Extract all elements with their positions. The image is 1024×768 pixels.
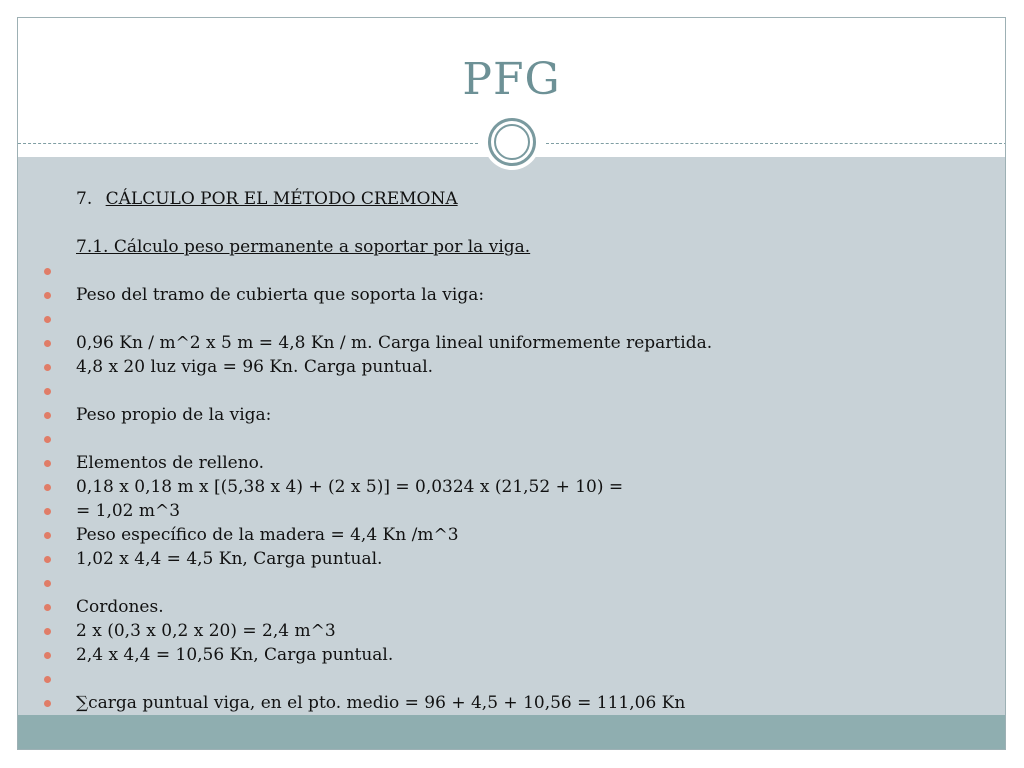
bullet-icon — [44, 268, 51, 275]
title-divider-right — [546, 143, 1006, 144]
slide — [17, 17, 1006, 750]
bullet-icon — [44, 676, 51, 683]
bullet-icon — [44, 340, 51, 347]
inner-circle-icon — [494, 124, 530, 160]
bullet-icon — [44, 436, 51, 443]
footer-bar — [18, 715, 1005, 750]
heading-text: CÁLCULO POR EL MÉTODO CREMONA — [105, 189, 458, 209]
slide-title: PFG — [462, 54, 561, 105]
bullet-icon — [44, 604, 51, 611]
bullet-icon — [44, 412, 51, 419]
subheading-7-1 — [76, 235, 530, 259]
bullet-icon — [44, 316, 51, 323]
bullet-icon — [44, 508, 51, 515]
bullet-icon — [44, 292, 51, 299]
bullet-icon — [44, 532, 51, 539]
title-divider-left — [18, 143, 478, 144]
bullet-icon — [44, 460, 51, 467]
bullet-icon — [44, 388, 51, 395]
bullet-icon — [44, 484, 51, 491]
bullet-icon — [44, 700, 51, 707]
bullet-icon — [44, 580, 51, 587]
content-area: 7. CÁLCULO POR EL MÉTODO CREMONA 7.1. Cálculo peso permanente a soportar por la viga. Peso del tramo de cubierta que soporta la viga: 0,96 Kn / m^2 x 5 m = 4,8 Kn / m. Carga lineal uniformemente repartida. 4,8 x 20 luz viga = 96 Kn. Carga puntual. Peso propio de la viga: Elementos de relleno. 0,18 x 0,18 m x [(5,38 x 4) + (2 x 5)] = 0,0324 x (21,52 + 10) = = 1,02 m^3 Peso específico de la madera = 4,4 Kn /m^3 1,02 x 4,4 = 4,5 Kn, Carga puntual. Cordones. 2 x (0,3 x 0,2 x 20) = 2,4 m^3 2,4 x 4,4 = 10,56 Kn, Carga puntual. ∑carga puntual viga, en el pto. medio = 96 + 4,5 + 10,56 = 111,06 Kn — [18, 157, 1005, 715]
bullet-icon — [44, 628, 51, 635]
bullet-icon — [44, 364, 51, 371]
bullet-icon — [44, 556, 51, 563]
bullet-icon — [44, 652, 51, 659]
subheading-text: 7.1. Cálculo peso permanente a soportar por la viga. — [76, 237, 531, 257]
heading-7 — [76, 187, 458, 211]
heading-number: 7. — [76, 189, 93, 209]
